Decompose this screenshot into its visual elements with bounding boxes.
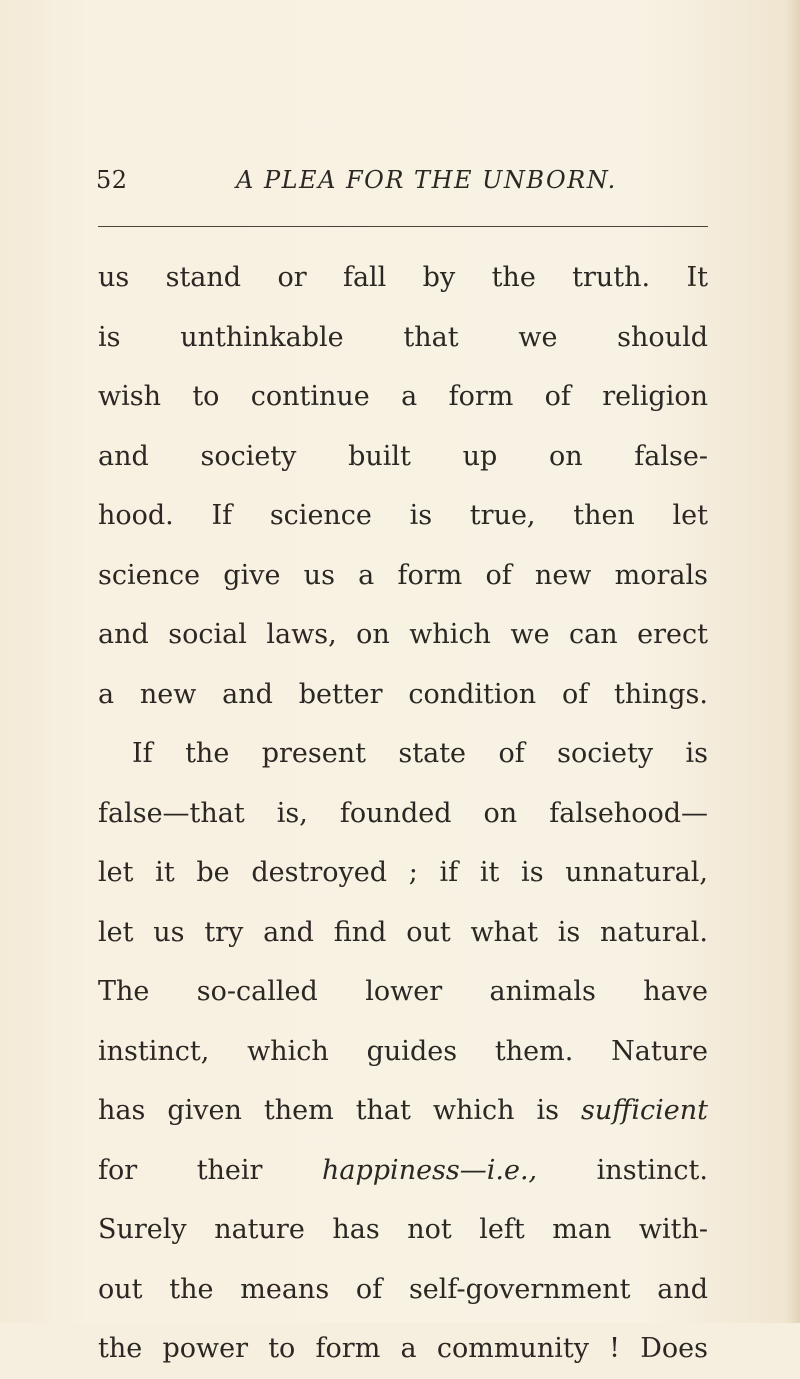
text-line: false—that is, founded on falsehood— bbox=[98, 797, 708, 829]
text-line: let it be destroyed ; if it is unnatural, bbox=[98, 857, 708, 888]
text-line: let us try and find out what is natural. bbox=[98, 916, 708, 948]
running-title: A PLEA FOR THE UNBORN. bbox=[236, 166, 617, 194]
header-rule bbox=[98, 226, 708, 227]
body-text bbox=[98, 248, 708, 1379]
text-line: The so-called lower animals have bbox=[98, 976, 708, 1007]
text-run: instinct. bbox=[537, 1154, 708, 1186]
text-line-mixed bbox=[98, 1081, 708, 1141]
text-line: out the means of self-government and bbox=[98, 1273, 708, 1305]
italic-run: happiness—i.e., bbox=[322, 1154, 538, 1186]
text-line: If the present state of society is bbox=[132, 738, 708, 769]
text-line: science give us a form of new morals bbox=[98, 559, 708, 591]
text-line: hood. If science is true, then let bbox=[98, 500, 708, 531]
text-line: Surely nature has not left man with- bbox=[98, 1214, 708, 1245]
page-number: 52 bbox=[96, 166, 128, 194]
text-line: and social laws, on which we can erect bbox=[98, 619, 708, 650]
text-line-mixed bbox=[98, 1141, 708, 1201]
text-line: the power to form a community ! Does bbox=[98, 1333, 708, 1364]
text-line: a new and better condition of things. bbox=[98, 678, 708, 710]
text-line: us stand or fall by the truth. It bbox=[98, 262, 708, 293]
text-line: instinct, which guides them. Nature bbox=[98, 1035, 708, 1067]
page-edge-shadow bbox=[786, 0, 800, 1323]
text-line: wish to continue a form of religion bbox=[98, 381, 708, 412]
text-line: is unthinkable that we should bbox=[98, 321, 708, 353]
italic-run: sufficient bbox=[581, 1095, 708, 1126]
text-run: for their bbox=[98, 1154, 322, 1186]
page-header bbox=[96, 166, 716, 200]
text-run: has given them that which is bbox=[98, 1095, 582, 1126]
text-line: and society built up on false- bbox=[98, 440, 708, 472]
